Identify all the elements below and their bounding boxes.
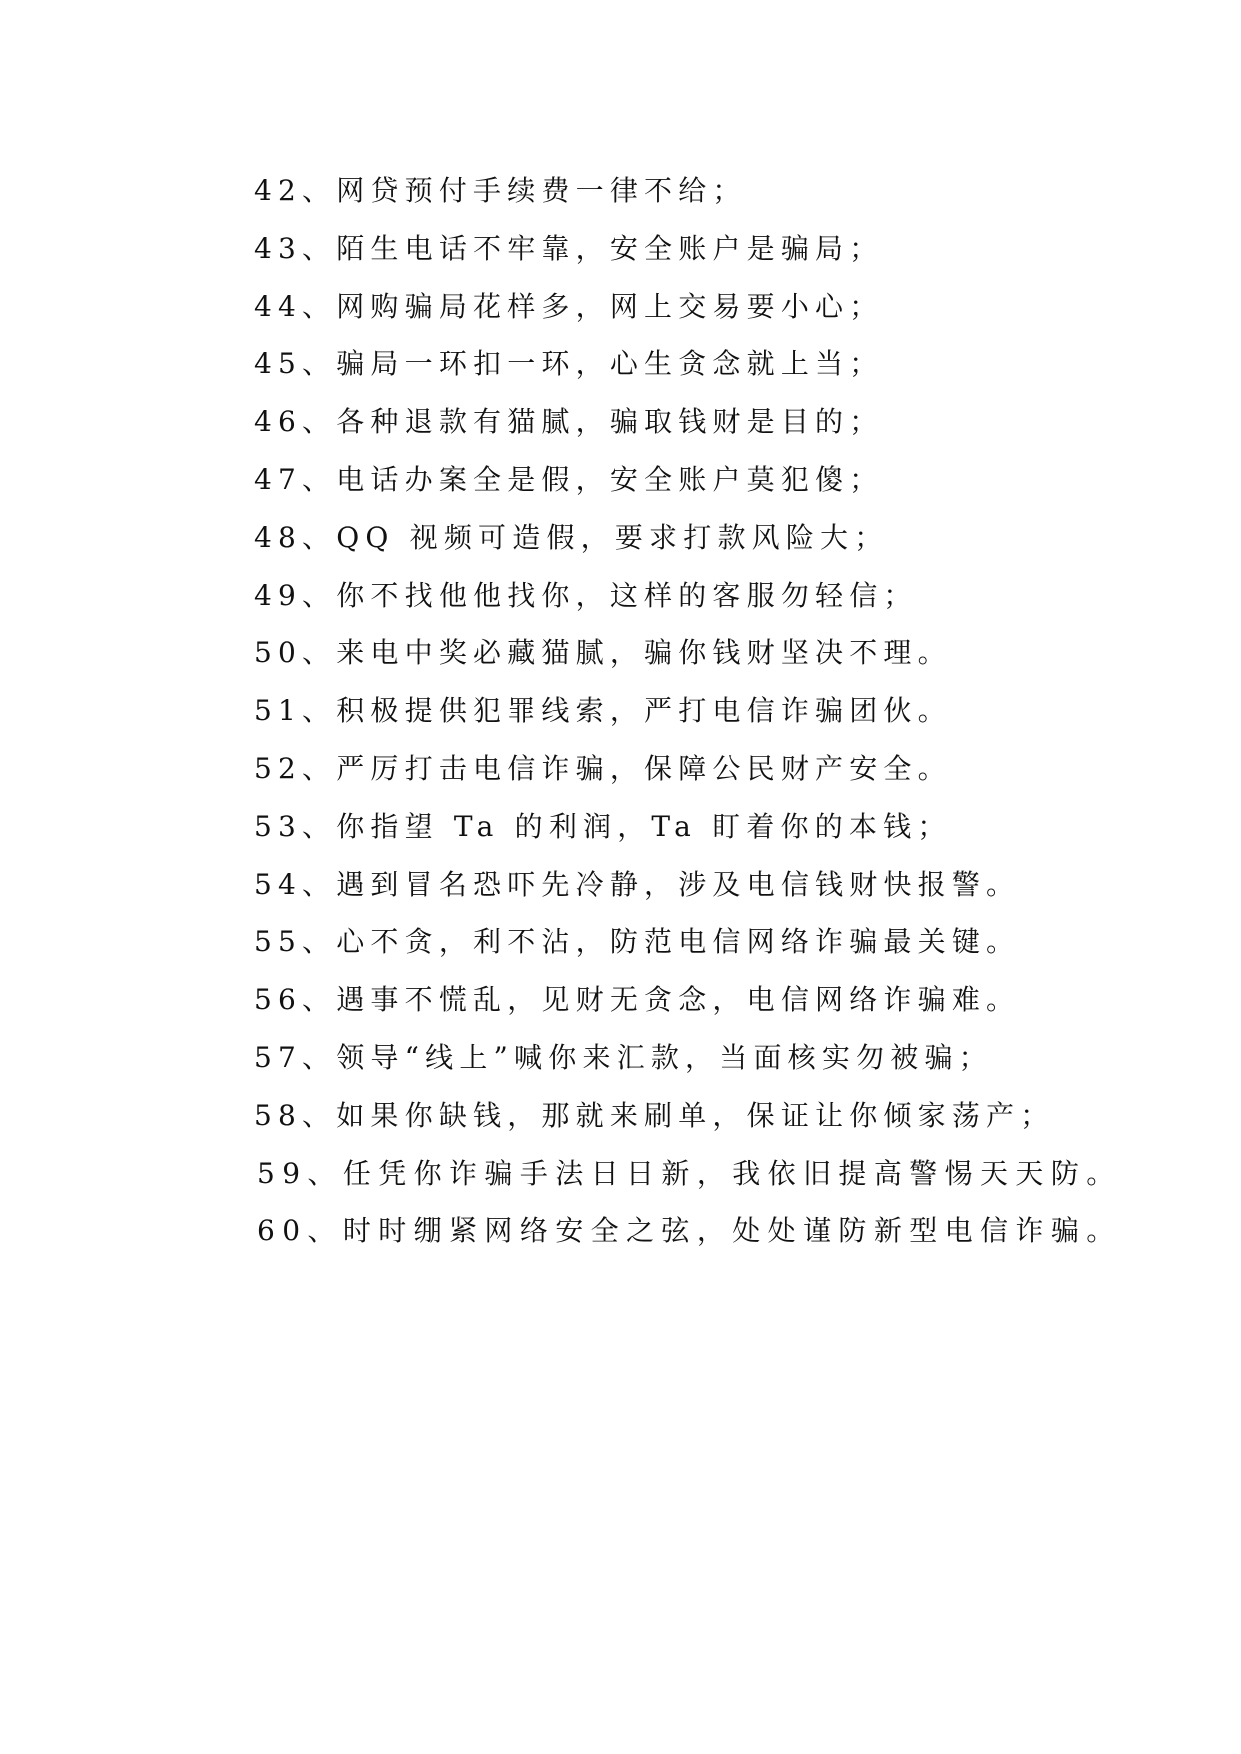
slogan-item-46: 46、各种退款有猫腻，骗取钱财是目的； — [254, 405, 884, 439]
slogan-item-58: 58、如果你缺钱，那就来刷单，保证让你倾家荡产； — [254, 1098, 1055, 1132]
slogan-item-56: 56、遇事不慌乱，见财无贪念，电信网络诈骗难。 — [254, 983, 1021, 1017]
slogan-item-59: 59、任凭你诈骗手法日日新，我依旧提高警惕天天防。 — [257, 1156, 1122, 1190]
slogan-item-49: 49、你不找他他找你，这样的客服勿轻信； — [254, 578, 918, 612]
slogan-item-51: 51、积极提供犯罪线索，严打电信诈骗团伙。 — [254, 694, 952, 728]
slogan-item-42: 42、网贷预付手续费一律不给； — [254, 174, 747, 207]
slogan-item-53: 53、你指望 Ta 的利润，Ta 盯着你的本钱； — [254, 809, 952, 843]
slogan-item-50: 50、来电中奖必藏猫腻，骗你钱财坚决不理。 — [254, 636, 952, 670]
slogan-item-57: 57、领导“线上”喊你来汇款，当面核实勿被骗； — [254, 1040, 993, 1074]
slogan-item-47: 47、电话办案全是假，安全账户莫犯傻； — [254, 462, 884, 496]
slogan-item-52: 52、严厉打击电信诈骗，保障公民财产安全。 — [254, 751, 952, 785]
slogan-item-48: 48、QQ 视频可造假，要求打款风险大； — [254, 520, 889, 554]
slogan-list — [254, 162, 1122, 1260]
slogan-item-54: 54、遇到冒名恐吓先冷静，涉及电信钱财快报警。 — [254, 867, 1021, 901]
slogan-item-44: 44、网购骗局花样多，网上交易要小心； — [254, 289, 884, 323]
slogan-item-45: 45、骗局一环扣一环，心生贪念就上当； — [254, 347, 884, 381]
slogan-item-55: 55、心不贪，利不沾，防范电信网络诈骗最关键。 — [254, 925, 1021, 959]
slogan-item-43: 43、陌生电话不牢靠，安全账户是骗局； — [254, 231, 884, 265]
slogan-item-60: 60、时时绷紧网络安全之弦，处处谨防新型电信诈骗。 — [257, 1214, 1122, 1248]
